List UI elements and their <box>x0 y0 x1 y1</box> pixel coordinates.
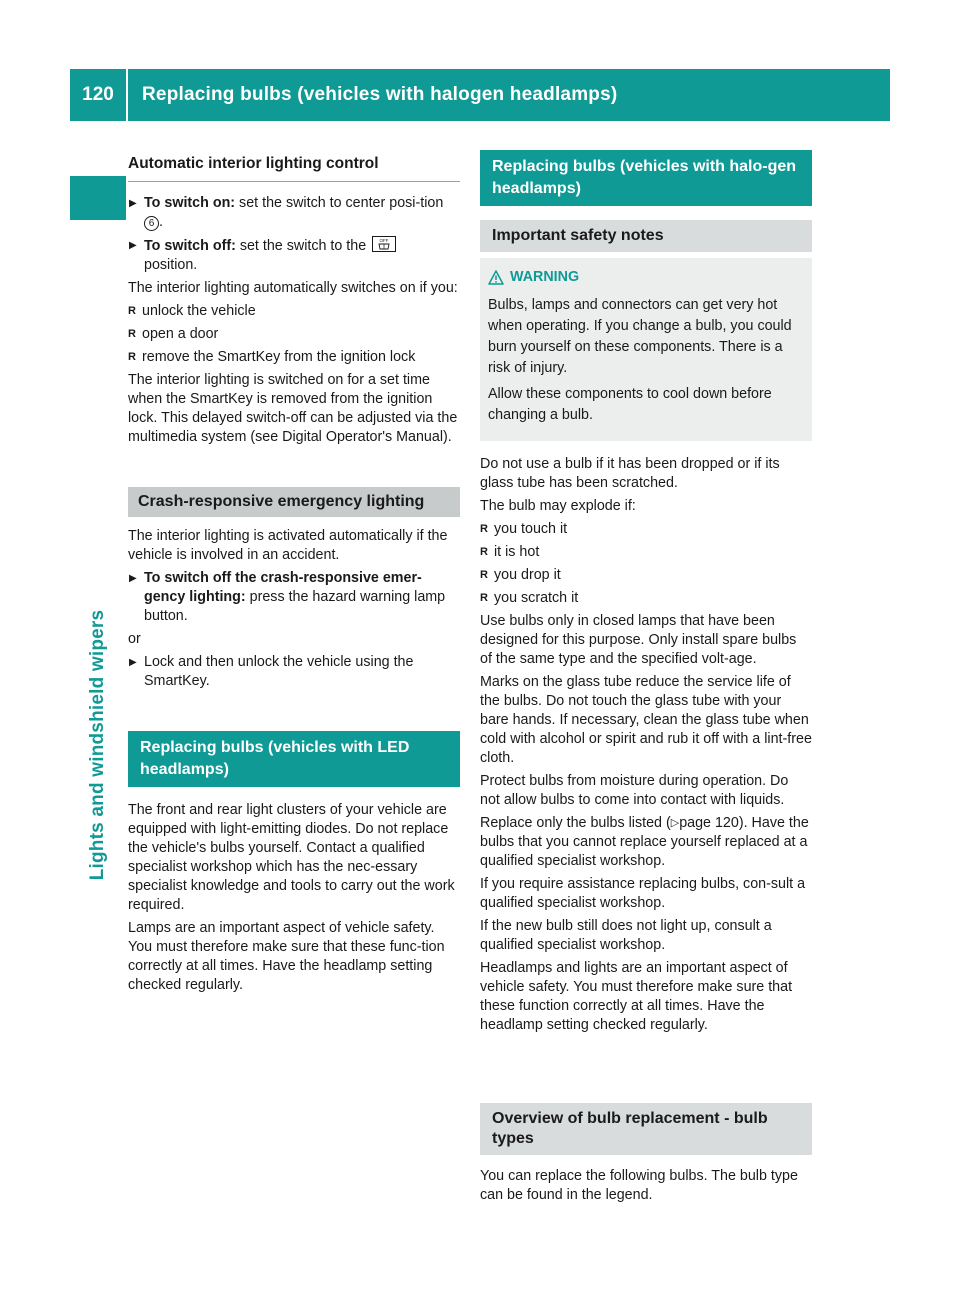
bullet-icon: R <box>480 592 488 604</box>
list-item-text: open a door <box>142 326 219 342</box>
halogen-heading: Replacing bulbs (vehicles with halo-gen headlamps) <box>480 150 812 206</box>
crash-lighting-heading: Crash-responsive emergency lighting <box>128 487 460 517</box>
auto-lighting-heading: Automatic interior lighting control <box>128 150 460 182</box>
page-reference-link[interactable]: page 120 <box>679 815 739 831</box>
overview-heading: Overview of bulb replacement - bulb types <box>480 1103 812 1155</box>
halogen-paragraph-8: If the new bulb still does not light up, consult a qualified specialist workshop. <box>480 918 772 953</box>
bullet-icon: R <box>128 328 136 340</box>
warning-box <box>480 258 812 441</box>
step-text: Lock and then unlock the vehicle using the SmartKey. <box>144 654 414 689</box>
bullet-icon: R <box>480 569 488 581</box>
halogen-paragraph-2: The bulb may explode if: <box>480 498 636 514</box>
step-lock-unlock <box>128 653 460 691</box>
step-switch-off <box>128 236 460 275</box>
halogen-paragraph-1: Do not use a bulb if it has been dropped or if its glass tube has been scratched. <box>480 456 780 491</box>
warning-title <box>488 268 804 287</box>
list-item-text: remove the SmartKey from the ignition lock <box>142 349 416 365</box>
halogen-paragraph-6 <box>480 814 812 871</box>
led-paragraph-1: The front and rear light clusters of your vehicle are equipped with light-emitting diodes. Do not replace the vehicle's bulbs yourself. Contact a qualified specialist workshop which has the nec-essary specialist knowledge and tools to carry out the work required. <box>128 802 455 913</box>
page-reference-arrow-icon: ▷ <box>670 817 680 829</box>
step-label: To switch on: <box>144 195 236 211</box>
bullet-icon: R <box>480 523 488 535</box>
safety-notes-heading: Important safety notes <box>480 220 812 252</box>
position-circle-icon: 6 <box>144 216 159 231</box>
list-item-text: unlock the vehicle <box>142 303 256 319</box>
step-arrow-icon: ▶ <box>129 657 137 668</box>
step-text: set the switch to center posi-tion <box>235 195 444 211</box>
halogen-paragraph-7: If you require assistance replacing bulbs, con-sult a qualified specialist workshop. <box>480 876 806 911</box>
led-paragraph-2: Lamps are an important aspect of vehicle safety. You must therefore make sure that these func-tion correctly at all times. Have the headlamp setting checked regularly. <box>128 920 445 993</box>
list-item-text: you scratch it <box>494 590 579 606</box>
list-item-text: you drop it <box>494 567 561 583</box>
bullet-icon: R <box>128 305 136 317</box>
page-number: 120 <box>70 69 128 121</box>
warning-triangle-icon <box>488 270 504 285</box>
chapter-tab-marker <box>70 176 126 220</box>
bullet-icon: R <box>128 351 136 363</box>
step-end: . <box>159 214 163 230</box>
overview-paragraph: You can replace the following bulbs. The bulb type can be found in the legend. <box>480 1168 798 1203</box>
auto-lighting-intro: The interior lighting automatically switches on if you: <box>128 280 458 296</box>
halogen-paragraph-3: Use bulbs only in closed lamps that have been designed for this purpose. Only install spare bulbs of the same type and the specified volt-age. <box>480 613 797 667</box>
step-arrow-icon: ▶ <box>129 573 137 584</box>
warning-paragraph-1: Bulbs, lamps and connectors can get very hot when operating. If you change a bulb, you could burn yourself on these components. There is a risk of injury. <box>488 297 792 376</box>
step-label: To switch off the crash-responsive emer-gency lighting: <box>144 570 422 605</box>
bullet-icon: R <box>480 546 488 558</box>
crash-intro: The interior lighting is activated automatically if the vehicle is involved in an accident. <box>128 528 448 563</box>
step-text: press the hazard warning lamp button. <box>144 589 446 624</box>
list-item-text: it is hot <box>494 544 540 560</box>
or-text: or <box>128 631 141 647</box>
step-switch-on <box>128 194 460 232</box>
warning-paragraph-2: Allow these components to cool down before changing a bulb. <box>488 386 772 423</box>
list-item <box>480 520 812 539</box>
paragraph-text: Replace only the bulbs listed ( <box>480 815 671 831</box>
list-item <box>128 302 460 321</box>
right-column <box>480 150 812 1209</box>
delay-paragraph: The interior lighting is switched on for a set time when the SmartKey is removed from the ignition lock. This delayed switch-off can be adjusted via the multimedia system (see Digital Operator's Manual). <box>128 372 458 445</box>
step-arrow-icon: ▶ <box>129 240 137 251</box>
off-switch-icon <box>372 236 396 252</box>
header-title: Replacing bulbs (vehicles with halogen headlamps) <box>142 84 618 105</box>
list-item <box>480 566 812 585</box>
warning-label: WARNING <box>510 269 580 285</box>
step-crash-off <box>128 569 460 626</box>
list-item-text: you touch it <box>494 521 568 537</box>
list-item <box>128 325 460 344</box>
list-item <box>480 589 812 608</box>
list-item <box>128 348 460 367</box>
left-column <box>128 150 460 999</box>
halogen-paragraph-5: Protect bulbs from moisture during operation. Do not allow bulbs to come into contact with liquids. <box>480 773 789 808</box>
step-end: position. <box>144 257 198 273</box>
chapter-side-label: Lights and windshield wipers <box>87 609 108 881</box>
paragraph-text: ). Have the bulbs that you cannot replace yourself replaced at a qualified specialist workshop. <box>480 815 809 869</box>
page-header <box>70 69 890 121</box>
led-heading: Replacing bulbs (vehicles with LED headlamps) <box>128 731 460 787</box>
halogen-paragraph-9: Headlamps and lights are an important aspect of vehicle safety. You must therefore make sure that these function correctly at all times. Have the headlamp setting checked regularly. <box>480 960 793 1033</box>
halogen-paragraph-4: Marks on the glass tube reduce the service life of the bulbs. Do not touch the glass tube with your bare hands. If necessary, clean the glass tube when cold with alcohol or spirit and rub it off with a lint-free cloth. <box>480 674 812 766</box>
list-item <box>480 543 812 562</box>
off-switch-caption: OFF <box>379 238 389 243</box>
step-arrow-icon: ▶ <box>129 198 137 209</box>
step-text: set the switch to the <box>235 238 371 254</box>
step-label: To switch off: <box>144 238 236 254</box>
